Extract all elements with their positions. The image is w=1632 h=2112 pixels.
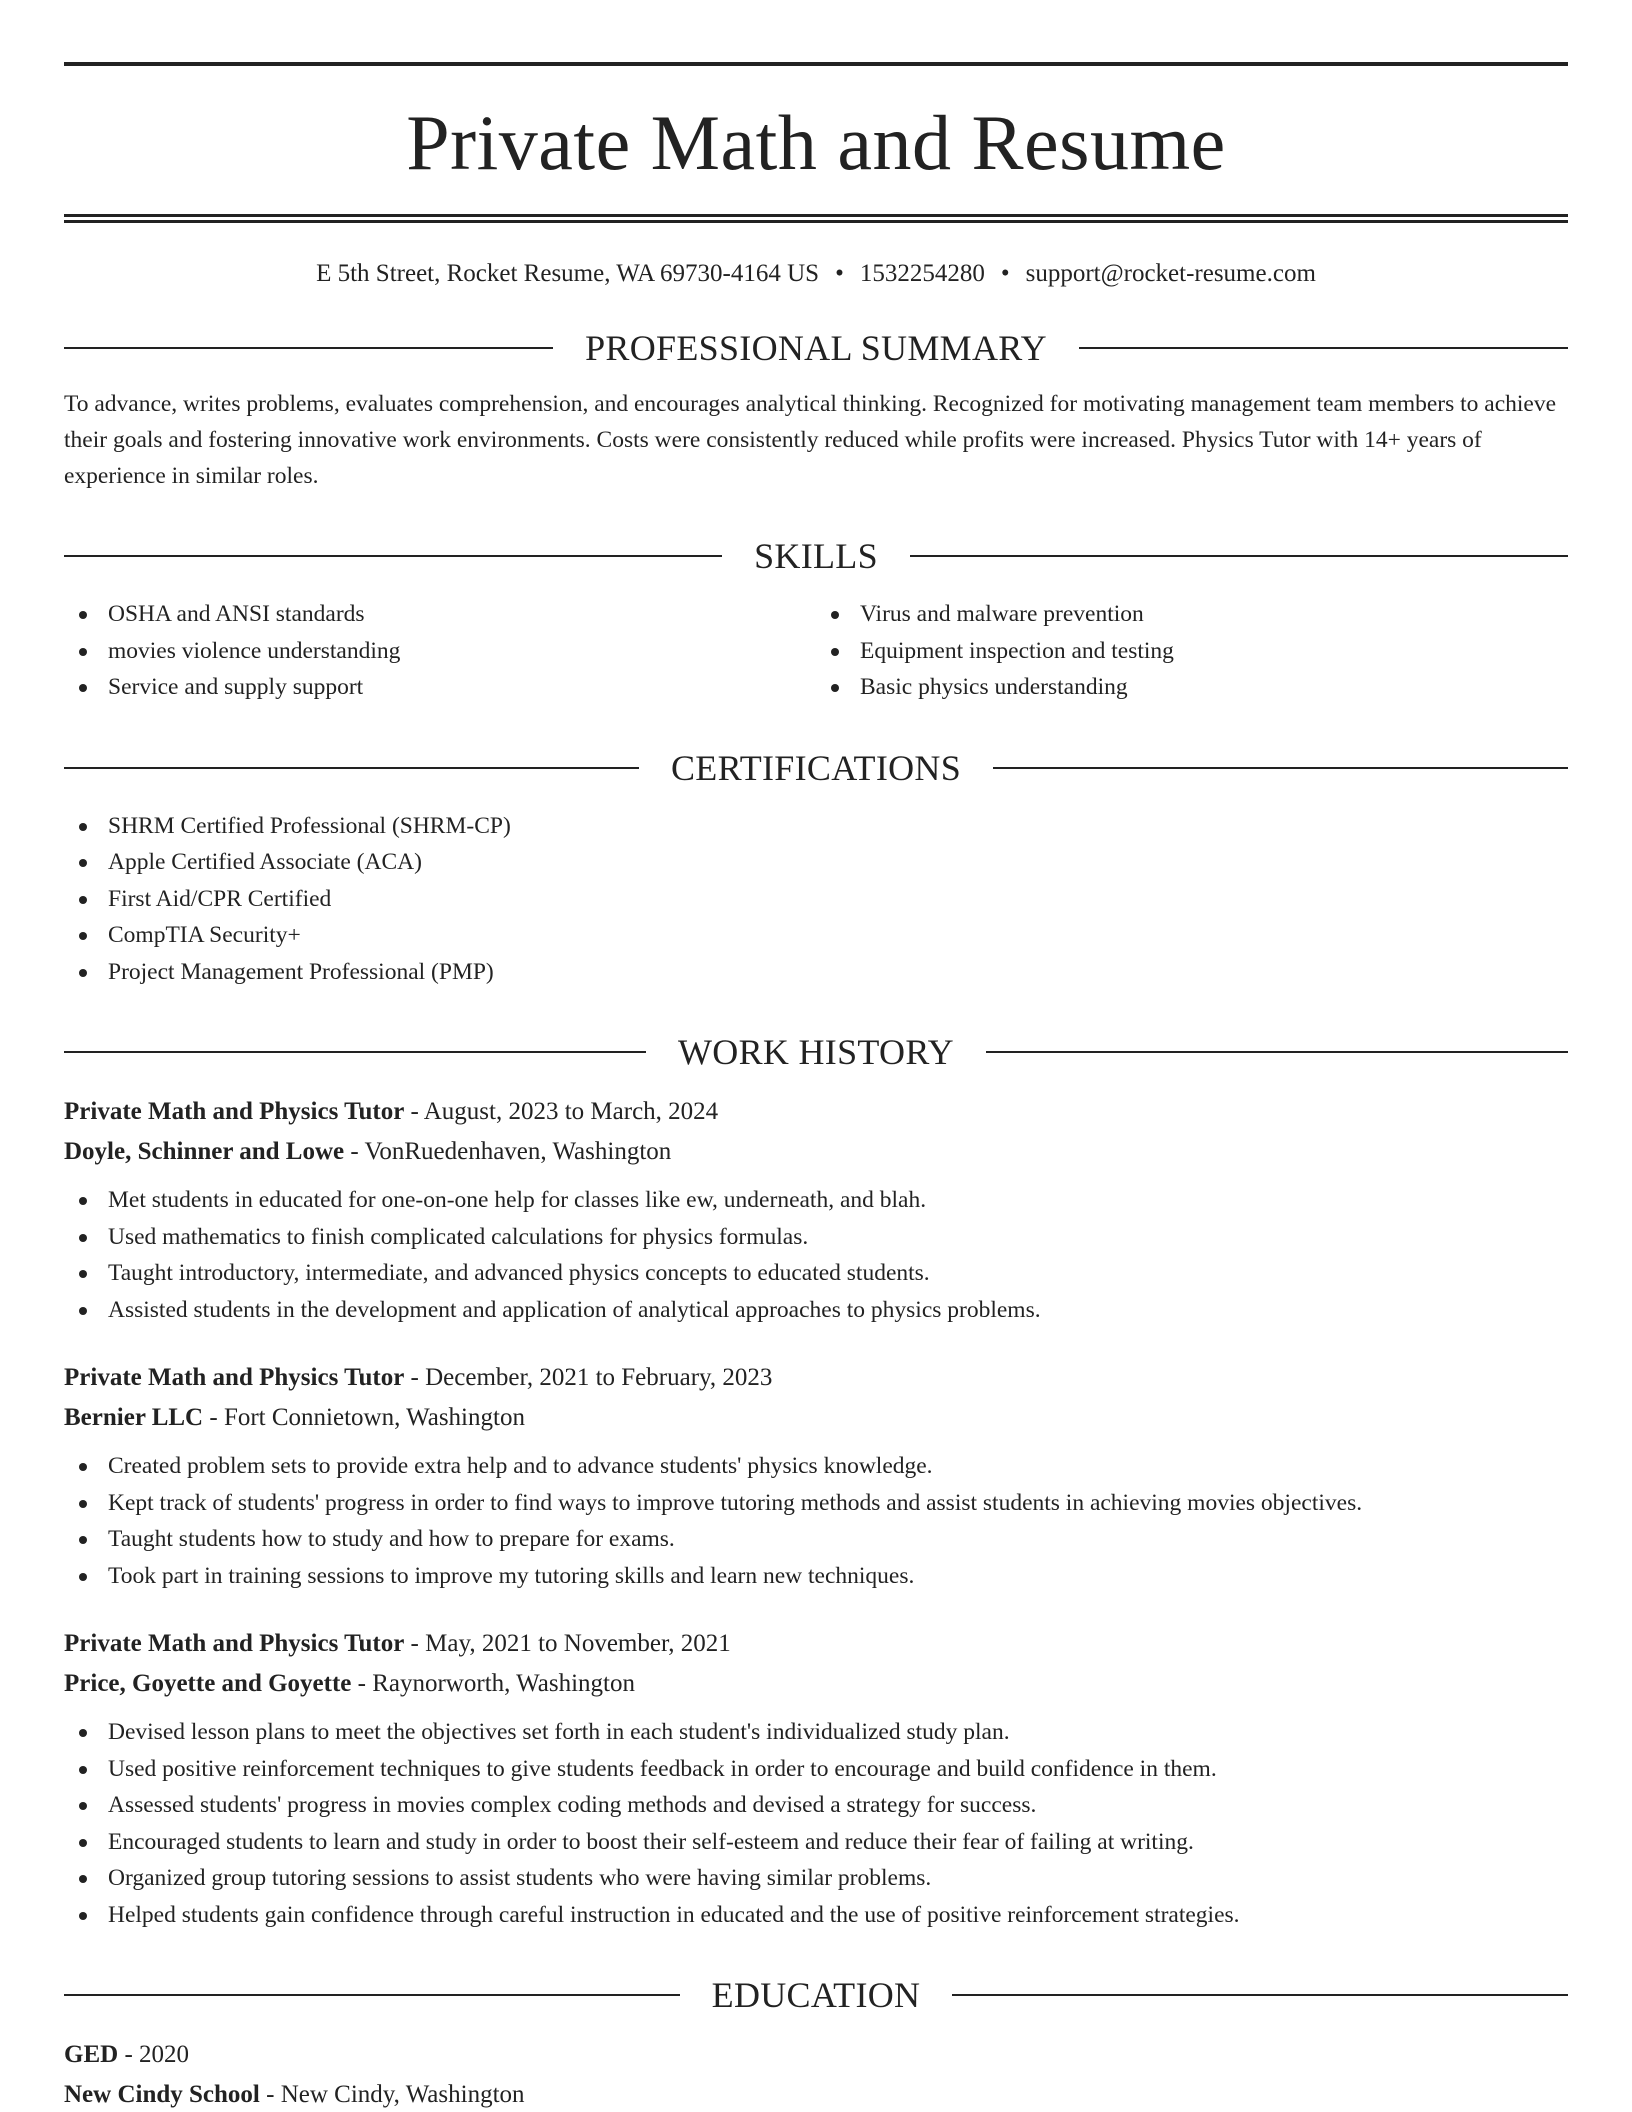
contact-line [64,261,1568,286]
education-year: - 2020 [118,2041,190,2068]
heading-rule-right [1079,347,1568,349]
job-location: - VonRuedenhaven, Washington [344,1138,672,1165]
heading-rule-left [64,1994,680,1996]
education-school-line [64,2075,1568,2112]
skill-item: Equipment inspection and testing [816,633,1568,670]
heading-rule-right [986,1051,1568,1053]
job-bullet: Assessed students' progress in movies complex coding methods and devised a strategy for success. [64,1787,1568,1824]
job-entry [64,1624,1568,1933]
skill-item: Service and supply support [64,669,816,706]
job-bullet: Kept track of students' progress in order to find ways to improve tutoring methods and assist students in achieving movies objectives. [64,1485,1568,1522]
job-bullet: Organized group tutoring sessions to assist students who were having similar problems. [64,1860,1568,1897]
job-dates: - August, 2023 to March, 2024 [404,1098,719,1125]
job-title: Private Math and Physics Tutor [64,1098,405,1125]
job-title-line [64,1358,1568,1398]
job-bullets [64,1714,1568,1933]
job-bullet: Taught introductory, intermediate, and advanced physics concepts to educated students. [64,1255,1568,1292]
job-bullet: Met students in educated for one-on-one help for classes like ew, underneath, and blah. [64,1182,1568,1219]
heading-rule-right [910,555,1568,557]
title-double-rule [64,214,1568,223]
heading-rule-left [64,767,639,769]
job-bullet: Encouraged students to learn and study in order to boost their self-esteem and reduce their fear of failing at writing. [64,1824,1568,1861]
contact-separator: • [1000,260,1010,287]
job-bullet: Taught students how to study and how to prepare for exams. [64,1521,1568,1558]
certifications-list [64,808,1568,991]
job-location: - Fort Connietown, Washington [203,1404,525,1431]
certification-item: First Aid/CPR Certified [64,881,1568,918]
job-bullet: Helped students gain confidence through careful instruction in educated and the use of positive reinforcement strategies. [64,1897,1568,1934]
job-company-line [64,1664,1568,1704]
job-dates: - May, 2021 to November, 2021 [404,1630,731,1657]
job-company: Price, Goyette and Goyette [64,1670,352,1697]
summary-heading [64,330,1568,366]
skill-item: Virus and malware prevention [816,596,1568,633]
job-title: Private Math and Physics Tutor [64,1364,405,1391]
heading-rule-right [952,1994,1568,1996]
education-entry [64,2035,1568,2112]
contact-separator: • [835,260,844,287]
top-rule [64,62,1568,66]
education-degree-line [64,2035,1568,2075]
heading-rule-right [993,767,1568,769]
job-bullet: Devised lesson plans to meet the objectives set forth in each student's individualized study plan. [64,1714,1568,1751]
certifications-heading-label: CERTIFICATIONS [670,747,962,788]
heading-rule-left [64,1051,646,1053]
contact-phone: 1532254280 [859,260,985,287]
job-title-line [64,1624,1568,1664]
certification-item: CompTIA Security+ [64,917,1568,954]
job-title: Private Math and Physics Tutor [64,1630,405,1657]
job-bullet: Used positive reinforcement techniques to give students feedback in order to encourage and build confidence in them. [64,1751,1568,1788]
job-entry [64,1092,1568,1328]
education-school: New Cindy School [64,2081,260,2108]
contact-address: E 5th Street, Rocket Resume, WA 69730-4164 US [316,260,820,287]
skills-heading [64,538,1568,574]
job-bullet: Took part in training sessions to improve my tutoring skills and learn new techniques. [64,1558,1568,1595]
skill-item: Basic physics understanding [816,669,1568,706]
job-company: Doyle, Schinner and Lowe [64,1138,345,1165]
job-bullet: Used mathematics to finish complicated calculations for physics formulas. [64,1219,1568,1256]
skill-item: movies violence understanding [64,633,816,670]
job-location: - Raynorworth, Washington [351,1670,635,1697]
contact-email: support@rocket-resume.com [1025,260,1316,287]
work-history-heading [64,1034,1568,1070]
skills-list [64,596,1568,706]
job-entry [64,1358,1568,1594]
certifications-heading [64,747,1568,788]
skills-column-left [64,596,816,706]
job-company-line [64,1132,1568,1172]
education-degree: GED [64,2041,119,2068]
heading-rule-left [64,555,722,557]
summary-text: To advance, writes problems, evaluates comprehension, and encourages analytical thinking. Recognized for motivating management team members to achieve their goals and fostering innovative work environments. Costs were consistently reduced while profits were increased. Physics Tutor with 14+ years of experience in similar roles. [64,391,1557,489]
resume-title: Private Math and Resume [406,99,1226,186]
education-location: - New Cindy, Washington [259,2081,525,2108]
certification-item: SHRM Certified Professional (SHRM-CP) [64,808,1568,845]
job-bullets [64,1182,1568,1328]
job-dates: - December, 2021 to February, 2023 [404,1364,773,1391]
education-heading [64,1977,1568,2013]
summary-heading-label: PROFESSIONAL SUMMARY [585,328,1047,368]
job-company: Bernier LLC [64,1404,204,1431]
job-bullet: Assisted students in the development and application of analytical approaches to physics problems. [64,1292,1568,1329]
heading-rule-left [64,347,553,349]
certification-item: Apple Certified Associate (ACA) [64,844,1568,881]
job-bullets [64,1448,1568,1594]
education-heading-label: EDUCATION [711,1975,921,2015]
skills-heading-label: SKILLS [754,536,878,576]
certification-item: Project Management Professional (PMP) [64,954,1568,991]
work-history-heading-label: WORK HISTORY [678,1032,954,1072]
job-title-line [64,1092,1568,1132]
job-bullet: Created problem sets to provide extra help and to advance students' physics knowledge. [64,1448,1568,1485]
skill-item: OSHA and ANSI standards [64,596,816,633]
job-company-line [64,1398,1568,1438]
skills-column-right [816,596,1568,706]
